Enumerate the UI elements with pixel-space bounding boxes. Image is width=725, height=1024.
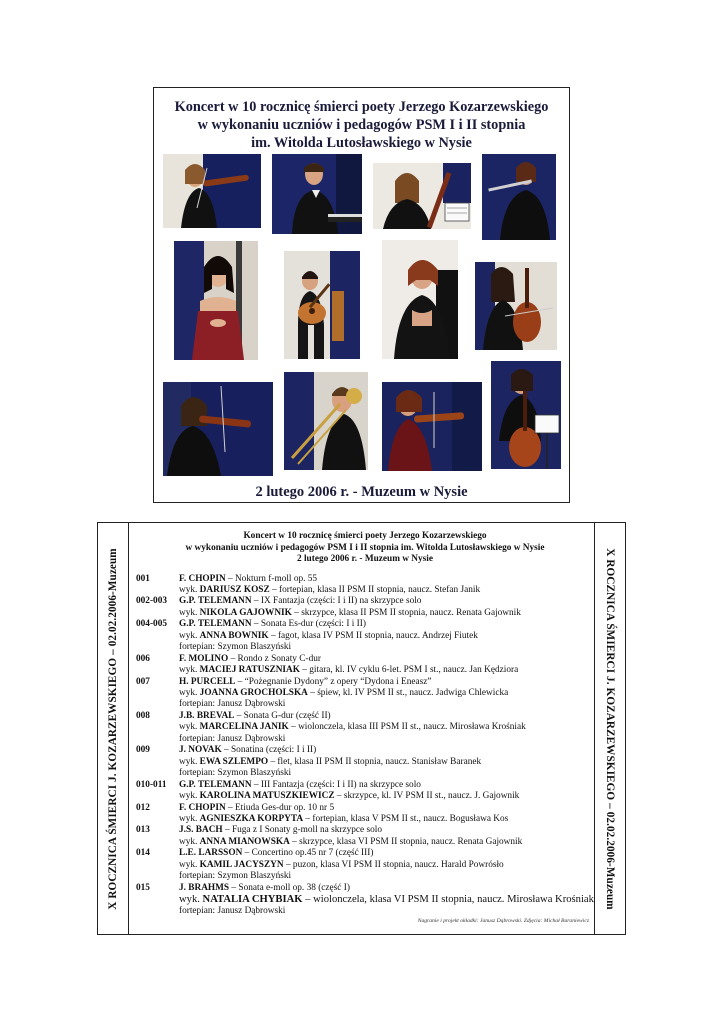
track-number: 009 bbox=[136, 745, 150, 756]
track-highlight: F. CHOPIN bbox=[179, 573, 226, 584]
track-details bbox=[179, 711, 594, 745]
track-line bbox=[179, 757, 594, 768]
cover-title bbox=[154, 98, 569, 152]
track-details bbox=[179, 780, 594, 803]
track-highlight: NATALIA CHYBIAK bbox=[202, 894, 303, 906]
track-number: 002-003 bbox=[136, 596, 167, 607]
track-highlight: ANNA BOWNIK bbox=[199, 630, 269, 641]
track-details bbox=[179, 677, 594, 711]
track-item bbox=[136, 711, 594, 745]
violinist-red-dress-photo bbox=[382, 382, 482, 471]
track-highlight: ANNA MIANOWSKA bbox=[199, 836, 290, 847]
cover-title-line: Koncert w 10 rocznicę śmierci poety Jerzego Kozarzewskiego bbox=[174, 99, 549, 115]
track-text: – skrzypce, klasa VI PSM II stopnia, naucz. Renata Gajownik bbox=[289, 836, 523, 847]
program-header-line: Koncert w 10 rocznicę śmierci poety Jerzego Kozarzewskiego bbox=[243, 531, 487, 541]
track-text: wyk. bbox=[179, 607, 200, 618]
track-text: – III Fantazja (części: I i II) na skrzypce solo bbox=[251, 779, 421, 790]
track-line bbox=[179, 780, 594, 791]
track-line bbox=[179, 585, 594, 596]
track-line bbox=[179, 654, 594, 665]
track-line bbox=[179, 745, 594, 756]
trombonist-photo bbox=[284, 372, 368, 470]
track-line bbox=[179, 734, 594, 745]
track-text: – Fuga z I Sonaty g-moll na skrzypce solo bbox=[222, 825, 382, 836]
track-details bbox=[179, 825, 594, 848]
track-item bbox=[136, 780, 594, 803]
track-line bbox=[179, 848, 594, 859]
track-details bbox=[179, 654, 594, 677]
track-text: wyk. bbox=[179, 814, 200, 825]
track-line bbox=[179, 642, 594, 653]
cd-back-insert bbox=[97, 522, 626, 935]
track-item bbox=[136, 677, 594, 711]
track-item bbox=[136, 619, 594, 653]
track-text: wyk. bbox=[179, 859, 200, 870]
program-header bbox=[136, 531, 594, 566]
track-text: – fortepian, klasa V PSM II st., naucz. Bogusława Kos bbox=[303, 814, 509, 825]
track-line bbox=[179, 871, 594, 882]
track-highlight: G.P. TELEMANN bbox=[179, 596, 252, 607]
track-text: fortepian: Janusz Dąbrowski bbox=[179, 699, 286, 710]
track-text: – Sonatina (części: I i II) bbox=[221, 745, 317, 756]
track-item bbox=[136, 596, 594, 619]
track-text: – wiolonczela, klasa III PSM II st., naucz. Mirosława Krośniak bbox=[288, 722, 526, 733]
track-highlight: J.B. BREVAL bbox=[179, 710, 235, 721]
track-line bbox=[179, 883, 594, 894]
track-text: – Nokturn f-moll op. 55 bbox=[225, 573, 318, 584]
track-number: 008 bbox=[136, 710, 150, 721]
track-line bbox=[179, 596, 594, 607]
cellist-photo bbox=[475, 262, 557, 350]
spine-text: X ROCZNICA ŚMIERCI J. KOZARZEWSKIEGO – 02.02.2006-Muzeum bbox=[107, 547, 119, 910]
track-highlight: JOANNA GROCHOLSKA bbox=[199, 688, 308, 699]
track-text: wyk. bbox=[179, 836, 200, 847]
track-line bbox=[179, 619, 594, 630]
track-details bbox=[179, 574, 594, 597]
cd-cover bbox=[153, 87, 570, 503]
track-text: – Sonata G-dur (część II) bbox=[234, 710, 331, 721]
track-text: fortepian: Janusz Dąbrowski bbox=[179, 733, 286, 744]
track-text: – gitara, kl. IV cyklu 6-let. PSM I st., naucz. Jan Kędziora bbox=[299, 665, 519, 676]
track-line bbox=[179, 791, 594, 802]
track-line bbox=[179, 860, 594, 871]
track-text: – wiolonczela, klasa VI PSM II stopnia, naucz. Mirosława Krośniak bbox=[302, 894, 594, 906]
track-number: 004-005 bbox=[136, 619, 167, 630]
track-item bbox=[136, 848, 594, 882]
track-number: 007 bbox=[136, 676, 150, 687]
track-number: 015 bbox=[136, 882, 150, 893]
track-line bbox=[179, 711, 594, 722]
track-line bbox=[179, 894, 594, 905]
track-text: wyk. bbox=[179, 894, 203, 906]
track-details bbox=[179, 745, 594, 779]
right-spine bbox=[594, 523, 625, 934]
left-spine bbox=[98, 523, 129, 934]
track-text: fortepian: Szymon Blaszyński bbox=[179, 871, 292, 882]
guitarist-photo bbox=[284, 251, 360, 359]
singer-photo bbox=[174, 241, 258, 360]
program-header-line: 2 lutego 2006 r. - Muzeum w Nysie bbox=[297, 554, 433, 564]
track-line bbox=[179, 837, 594, 848]
cover-title-line: im. Witolda Lutosławskiego w Nysie bbox=[251, 135, 472, 151]
track-text: – śpiew, kl. IV PSM II st., naucz. Jadwiga Chlewicka bbox=[307, 688, 509, 699]
track-item bbox=[136, 654, 594, 677]
pianist-photo bbox=[272, 154, 362, 234]
track-line bbox=[179, 803, 594, 814]
track-text: – Concertino op.45 nr 7 (część III) bbox=[242, 848, 374, 859]
track-text: – flet, klasa II PSM II stopnia, naucz. Stanisław Baranek bbox=[268, 756, 482, 767]
track-details bbox=[179, 596, 594, 619]
track-text: – fagot, klasa IV PSM II stopnia, naucz. Andrzej Fiutek bbox=[268, 630, 478, 641]
track-number: 014 bbox=[136, 848, 150, 859]
track-text: wyk. bbox=[179, 688, 200, 699]
track-text: – Etiuda Ges-dur op. 10 nr 5 bbox=[225, 802, 335, 813]
cellist-music-stand-photo bbox=[491, 361, 561, 469]
track-text: – IX Fantazja (części: I i II) na skrzypce solo bbox=[251, 596, 422, 607]
track-text: – Sonata e-moll op. 38 (część I) bbox=[229, 882, 350, 893]
track-highlight: MARCELINA JANIK bbox=[199, 722, 289, 733]
track-highlight: J. BRAHMS bbox=[179, 882, 230, 893]
track-highlight: G.P. TELEMANN bbox=[179, 779, 252, 790]
track-item bbox=[136, 745, 594, 779]
track-highlight: H. PURCELL bbox=[179, 676, 236, 687]
spine-text: X ROCZNICA ŚMIERCI J. KOZARZEWSKIEGO – 02.02.2006-Muzeum bbox=[604, 547, 616, 910]
track-line bbox=[179, 608, 594, 619]
track-text: wyk. bbox=[179, 756, 200, 767]
track-details bbox=[179, 803, 594, 826]
program-header-line: w wykonaniu uczniów i pedagogów PSM I i II stopnia im. Witolda Lutosławskiego w Nysie bbox=[185, 542, 545, 553]
track-highlight: KAROLINA MATUSZKIEWICZ bbox=[199, 791, 335, 802]
track-item bbox=[136, 825, 594, 848]
track-text: – Sonata Es-dur (części: I i II) bbox=[251, 619, 366, 630]
track-text: wyk. bbox=[179, 630, 200, 641]
track-details bbox=[179, 883, 594, 917]
track-item bbox=[136, 883, 594, 917]
track-text: – Rondo z Sonaty C-dur bbox=[228, 653, 321, 664]
track-highlight: NIKOLA GAJOWNIK bbox=[199, 607, 292, 618]
track-line bbox=[179, 825, 594, 836]
track-highlight: F. MOLINO bbox=[179, 653, 229, 664]
track-text: – fortepian, klasa II PSM II stopnia, naucz. Stefan Janik bbox=[269, 584, 481, 595]
track-highlight: J. NOVAK bbox=[179, 745, 222, 756]
track-number: 012 bbox=[136, 802, 150, 813]
track-text: – “Pożegnanie Dydony” z opery “Dydona i Eneasz” bbox=[235, 676, 432, 687]
track-highlight: DARIUSZ KOSZ bbox=[199, 584, 270, 595]
track-text: fortepian: Janusz Dąbrowski bbox=[179, 905, 286, 916]
track-text: wyk. bbox=[179, 722, 200, 733]
track-line bbox=[179, 677, 594, 688]
piano-accompanist-photo bbox=[382, 240, 458, 359]
track-line bbox=[179, 574, 594, 585]
track-highlight: MACIEJ RATUSZNIAK bbox=[199, 665, 300, 676]
track-text: wyk. bbox=[179, 791, 200, 802]
violin-student-photo bbox=[163, 154, 261, 228]
track-text: – skrzypce, klasa II PSM II stopnia, naucz. Renata Gajownik bbox=[291, 607, 521, 618]
track-text: – puzon, klasa VI PSM II stopnia, naucz. Harald Powrósło bbox=[283, 859, 504, 870]
violinist-photo bbox=[163, 382, 273, 476]
cover-date: 2 lutego 2006 r. - Muzeum w Nysie bbox=[255, 484, 468, 500]
bassoon-player-photo bbox=[373, 163, 471, 229]
track-line bbox=[179, 906, 594, 917]
cover-title-line: w wykonaniu uczniów i pedagogów PSM I i II stopnia bbox=[197, 117, 526, 133]
track-text: fortepian: Szymon Blaszyński bbox=[179, 768, 292, 779]
track-details bbox=[179, 848, 594, 882]
track-item bbox=[136, 574, 594, 597]
track-text: – skrzypce, kl. IV PSM II st., naucz. J. Gajownik bbox=[334, 791, 520, 802]
track-number: 010-011 bbox=[136, 779, 167, 790]
track-line bbox=[179, 722, 594, 733]
flutist-photo bbox=[482, 154, 556, 240]
track-details bbox=[179, 619, 594, 653]
track-item bbox=[136, 803, 594, 826]
track-highlight: EWA SZLEMPO bbox=[199, 756, 269, 767]
track-text: wyk. bbox=[179, 665, 200, 676]
track-highlight: G.P. TELEMANN bbox=[179, 619, 252, 630]
track-list bbox=[136, 574, 594, 918]
track-highlight: J.S. BACH bbox=[179, 825, 223, 836]
track-highlight: F. CHOPIN bbox=[179, 802, 226, 813]
track-number: 001 bbox=[136, 573, 150, 584]
track-line bbox=[179, 665, 594, 676]
program bbox=[136, 531, 594, 917]
track-number: 006 bbox=[136, 653, 150, 664]
track-line bbox=[179, 699, 594, 710]
track-text: wyk. bbox=[179, 584, 200, 595]
track-line bbox=[179, 631, 594, 642]
track-line bbox=[179, 814, 594, 825]
track-number: 013 bbox=[136, 825, 150, 836]
track-highlight: L.E. LARSSON bbox=[179, 848, 243, 859]
track-line bbox=[179, 688, 594, 699]
track-highlight: KAMIL JACYSZYN bbox=[199, 859, 284, 870]
track-highlight: AGNIESZKA KORPYTA bbox=[199, 814, 304, 825]
credits: Nagranie i projekt okładki: Janusz Dąbrowski. Zdjęcia: Michał Baraniewicz bbox=[417, 918, 589, 924]
track-text: fortepian: Szymon Blaszyński bbox=[179, 642, 292, 653]
track-line bbox=[179, 768, 594, 779]
